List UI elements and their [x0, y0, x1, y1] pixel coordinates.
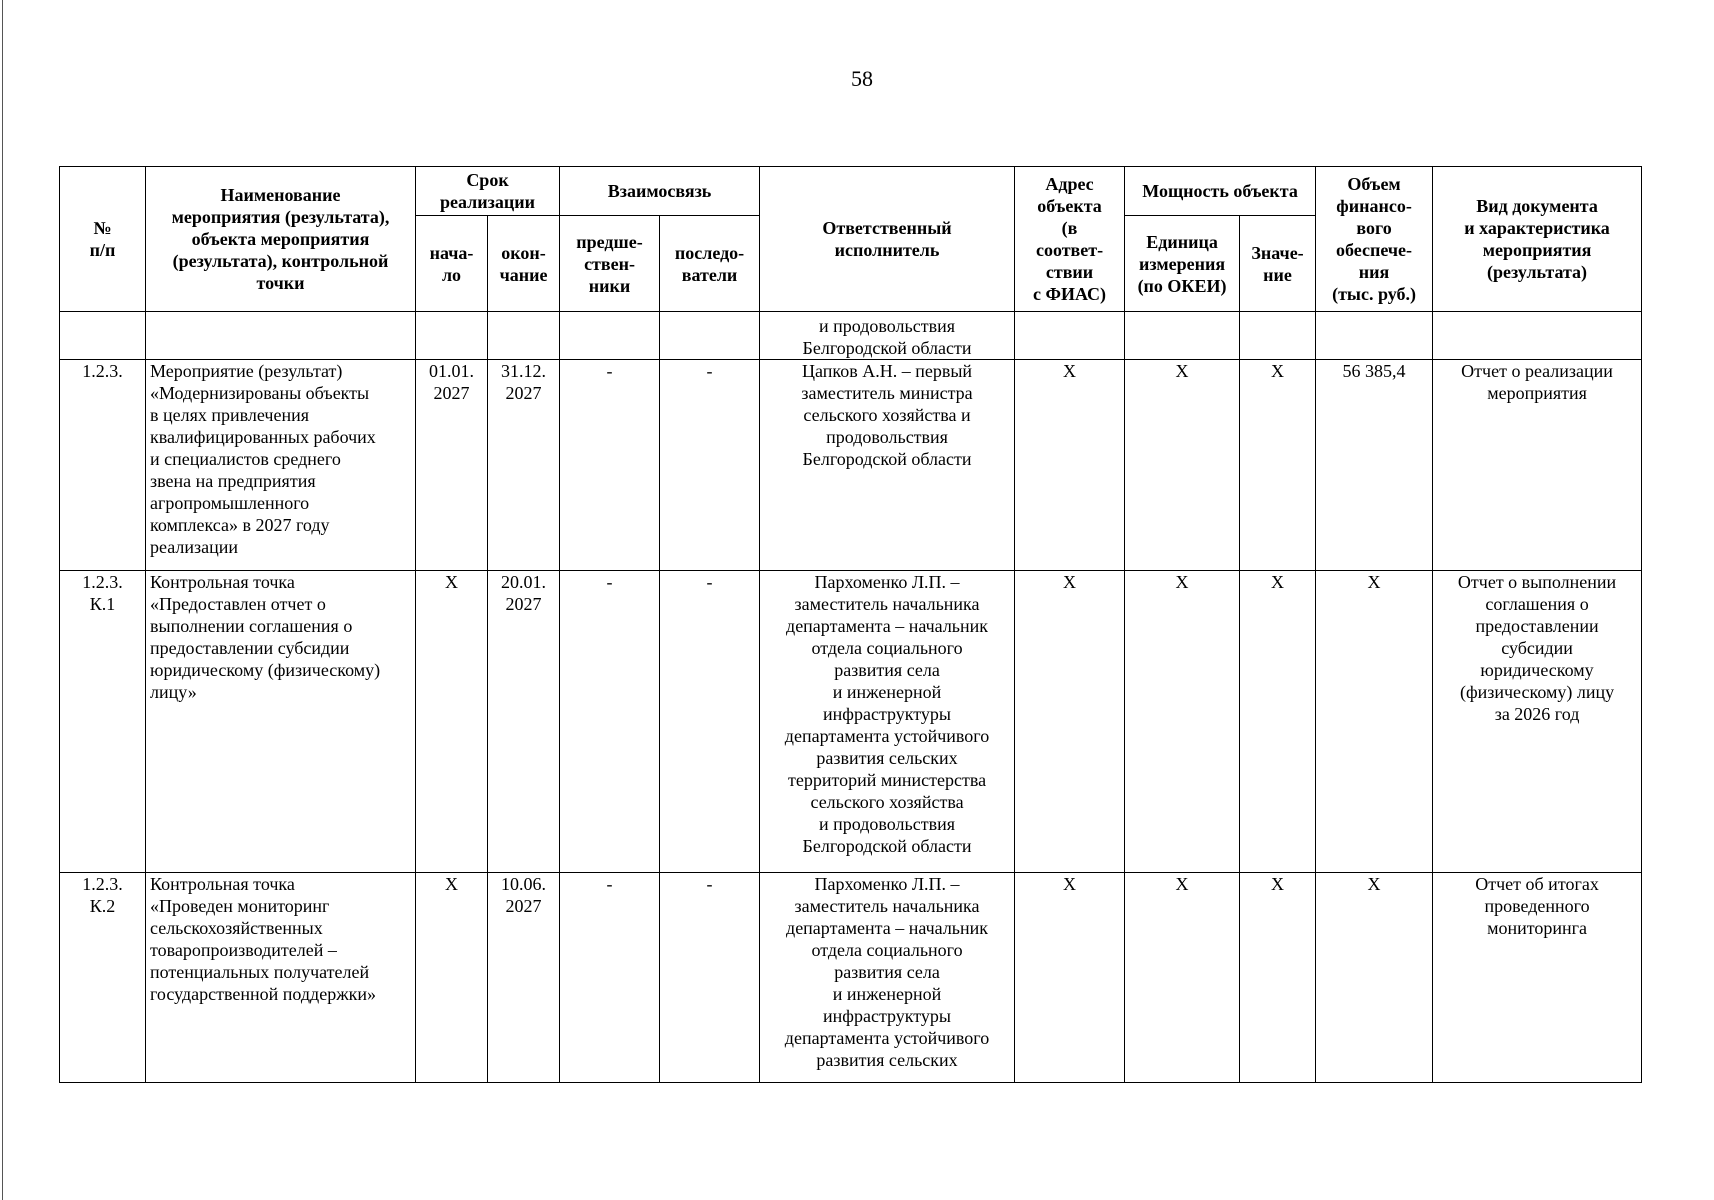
- text-line: товаропроизводителей –: [150, 940, 337, 960]
- text-line: К.2: [89, 896, 116, 916]
- text-line: точки: [256, 273, 305, 293]
- text-line: развития села: [834, 660, 940, 680]
- text-line: и продовольствия: [819, 316, 956, 336]
- text-line: измерения: [1138, 253, 1226, 274]
- text-line: субсидии: [1501, 638, 1573, 658]
- text-line: сельского хозяйства: [810, 792, 964, 812]
- header-capacity: Мощность объекта: [1125, 167, 1316, 216]
- header-name: [146, 167, 416, 312]
- row-next: -: [660, 571, 760, 873]
- text-line: 2027: [505, 594, 542, 614]
- text-line: выполнении соглашения о: [150, 616, 353, 636]
- text-line: Мероприятие (результат): [150, 361, 343, 381]
- row-doc: [1433, 360, 1642, 571]
- text-line: Отчет о реализации: [1461, 361, 1613, 381]
- text-line: чание: [499, 264, 548, 285]
- row-address: Х: [1015, 873, 1125, 1083]
- text-line: окон-: [501, 242, 546, 263]
- text-line: Белгородской области: [802, 449, 972, 469]
- text-line: (тыс. руб.): [1332, 284, 1416, 304]
- text-line: Белгородской области: [802, 836, 972, 856]
- text-line: «Модернизированы объекты: [150, 383, 370, 403]
- text-line: предше-: [576, 231, 643, 252]
- text-line: предоставлении: [1475, 616, 1599, 636]
- text-line: заместитель министра: [801, 383, 973, 403]
- text-line: департамента – начальник: [786, 918, 989, 938]
- row-num: [60, 873, 146, 1083]
- text-line: 01.01.: [429, 361, 474, 381]
- row-unit: Х: [1125, 571, 1240, 873]
- header-capacity-value: [1240, 216, 1316, 312]
- text-line: финансо-: [1336, 196, 1412, 216]
- text-line: (в: [1061, 218, 1078, 238]
- text-line: п/п: [89, 240, 116, 260]
- header-term-end: [488, 216, 560, 312]
- text-line: реализации: [150, 537, 238, 557]
- text-line: нача-: [429, 242, 474, 263]
- text-line: департамента – начальник: [786, 616, 989, 636]
- row-finance: Х: [1316, 873, 1433, 1083]
- text-line: Контрольная точка: [150, 874, 295, 894]
- row-executor: [760, 571, 1015, 873]
- text-line: объекта мероприятия: [191, 229, 370, 249]
- text-line: за 2026 год: [1494, 704, 1580, 724]
- text-line: в целях привлечения: [150, 405, 310, 425]
- row-unit: Х: [1125, 873, 1240, 1083]
- text-line: мероприятия (результата),: [171, 207, 390, 227]
- header-doc: [1433, 167, 1642, 312]
- text-line: департамента устойчивого: [784, 1028, 990, 1048]
- row-end: [488, 873, 560, 1083]
- text-line: инфраструктуры: [823, 1006, 952, 1026]
- header-relation-prev: [560, 216, 660, 312]
- row-finance: 56 385,4: [1316, 360, 1433, 571]
- header-executor: [760, 167, 1015, 312]
- text-line: ватели: [681, 264, 738, 285]
- row-prev: -: [560, 360, 660, 571]
- text-line: ния: [1358, 262, 1390, 282]
- header-capacity-unit: [1125, 216, 1240, 312]
- text-line: 1.2.3.: [82, 874, 123, 894]
- text-line: продовольствия: [826, 427, 948, 447]
- row-name: [146, 873, 416, 1083]
- text-line: объекта: [1037, 196, 1102, 216]
- text-line: юридическому: [1480, 660, 1594, 680]
- text-line: инфраструктуры: [823, 704, 952, 724]
- continuation-executor: [760, 312, 1015, 360]
- text-line: Х: [445, 874, 458, 894]
- row-executor: [760, 360, 1015, 571]
- row-next: -: [660, 873, 760, 1083]
- text-line: развития сельских: [816, 748, 958, 768]
- text-line: ствии: [1045, 262, 1094, 282]
- header-term: [416, 167, 560, 216]
- text-line: исполнитель: [834, 240, 940, 260]
- row-executor: [760, 873, 1015, 1083]
- text-line: и продовольствия: [819, 814, 956, 834]
- text-line: (физическому) лицу: [1459, 682, 1615, 702]
- text-line: Наименование: [220, 185, 341, 205]
- text-line: комплекса» в 2027 году: [150, 515, 330, 535]
- row-end: [488, 360, 560, 571]
- table-row: [60, 360, 1642, 571]
- row-start: [416, 873, 488, 1083]
- text-line: ники: [588, 275, 631, 296]
- text-line: и инженерной: [832, 984, 942, 1004]
- text-line: квалифицированных рабочих: [150, 427, 376, 447]
- row-value: Х: [1240, 571, 1316, 873]
- text-line: агропромышленного: [150, 493, 310, 513]
- text-line: развития сельских: [816, 1050, 958, 1070]
- header-finance: [1316, 167, 1433, 312]
- table-row: [60, 571, 1642, 873]
- row-finance: Х: [1316, 571, 1433, 873]
- text-line: Отчет о выполнении: [1457, 572, 1617, 592]
- text-line: Пархоменко Л.П. –: [814, 874, 960, 894]
- text-line: обеспече-: [1336, 240, 1413, 260]
- text-line: мероприятия: [1482, 240, 1592, 260]
- text-line: 1.2.3.: [82, 572, 123, 592]
- text-line: и инженерной: [832, 682, 942, 702]
- text-line: ло: [441, 264, 462, 285]
- text-line: потенциальных получателей: [150, 962, 370, 982]
- row-prev: -: [560, 571, 660, 873]
- text-line: 1.2.3.: [82, 361, 123, 381]
- text-line: и характеристика: [1464, 218, 1610, 238]
- row-prev: -: [560, 873, 660, 1083]
- text-line: заместитель начальника: [794, 594, 980, 614]
- text-line: (результата), контрольной: [172, 251, 389, 271]
- text-line: Х: [445, 572, 458, 592]
- scan-margin-line: [2, 0, 3, 1200]
- header-address: [1015, 167, 1125, 312]
- text-line: проведенного: [1484, 896, 1590, 916]
- text-line: последо-: [674, 242, 745, 263]
- text-line: предоставлении субсидии: [150, 638, 350, 658]
- text-line: Адрес: [1045, 174, 1094, 194]
- text-line: сельского хозяйства и: [803, 405, 971, 425]
- text-line: «Проведен мониторинг: [150, 896, 330, 916]
- text-line: Белгородской области: [802, 338, 972, 358]
- text-line: отдела социального: [811, 638, 963, 658]
- text-line: (по ОКЕИ): [1137, 275, 1227, 296]
- text-line: 2027: [433, 383, 470, 403]
- text-line: (результата): [1487, 262, 1588, 282]
- text-line: Цапков А.Н. – первый: [802, 361, 973, 381]
- text-line: ние: [1263, 264, 1292, 285]
- row-start: [416, 360, 488, 571]
- row-start: [416, 571, 488, 873]
- row-doc: [1433, 873, 1642, 1083]
- row-num: [60, 360, 146, 571]
- page-number: 58: [851, 66, 873, 91]
- text-line: 20.01.: [501, 572, 546, 592]
- text-line: Вид документа: [1476, 196, 1598, 216]
- text-line: мониторинга: [1487, 918, 1588, 938]
- text-line: 31.12.: [501, 361, 546, 381]
- row-end: [488, 571, 560, 873]
- text-line: мероприятия: [1487, 383, 1587, 403]
- text-line: соответ-: [1035, 240, 1104, 260]
- text-line: лицу»: [150, 682, 197, 702]
- text-line: Контрольная точка: [150, 572, 295, 592]
- row-doc: [1433, 571, 1642, 873]
- text-line: звена на предприятия: [150, 471, 316, 491]
- text-line: Единица: [1146, 231, 1218, 252]
- text-line: Срок: [466, 170, 509, 190]
- row-value: Х: [1240, 360, 1316, 571]
- text-line: отдела социального: [811, 940, 963, 960]
- text-line: Отчет об итогах: [1475, 874, 1599, 894]
- text-line: с ФИАС): [1033, 284, 1107, 304]
- text-line: К.1: [89, 594, 116, 614]
- text-line: 2027: [505, 383, 542, 403]
- text-line: Ответственный: [822, 218, 952, 238]
- text-line: вого: [1356, 218, 1392, 238]
- row-name: [146, 571, 416, 873]
- header-relation-next: [660, 216, 760, 312]
- text-line: юридическому (физическому): [150, 660, 381, 680]
- text-line: сельскохозяйственных: [150, 918, 323, 938]
- plan-table: [59, 166, 1642, 1083]
- text-line: заместитель начальника: [794, 896, 980, 916]
- text-line: Значе-: [1251, 242, 1304, 263]
- text-line: реализации: [440, 192, 535, 212]
- text-line: ствен-: [584, 253, 635, 274]
- table-row: [60, 873, 1642, 1083]
- text-line: департамента устойчивого: [784, 726, 990, 746]
- text-line: 10.06.: [501, 874, 546, 894]
- row-num: [60, 571, 146, 873]
- row-next: -: [660, 360, 760, 571]
- text-line: соглашения о: [1485, 594, 1589, 614]
- text-line: развития села: [834, 962, 940, 982]
- text-line: Объем: [1347, 174, 1401, 194]
- row-value: Х: [1240, 873, 1316, 1083]
- header-term-start: [416, 216, 488, 312]
- text-line: государственной поддержки»: [150, 984, 377, 1004]
- text-line: 2027: [505, 896, 542, 916]
- continuation-row: [60, 312, 1642, 360]
- row-address: Х: [1015, 360, 1125, 571]
- text-line: Пархоменко Л.П. –: [814, 572, 960, 592]
- text-line: «Предоставлен отчет о: [150, 594, 326, 614]
- text-line: территорий министерства: [787, 770, 987, 790]
- text-line: и специалистов среднего: [150, 449, 341, 469]
- header-num: [60, 167, 146, 312]
- row-name: [146, 360, 416, 571]
- header-relation: Взаимосвязь: [560, 167, 760, 216]
- row-unit: Х: [1125, 360, 1240, 571]
- row-address: Х: [1015, 571, 1125, 873]
- text-line: №: [93, 218, 112, 238]
